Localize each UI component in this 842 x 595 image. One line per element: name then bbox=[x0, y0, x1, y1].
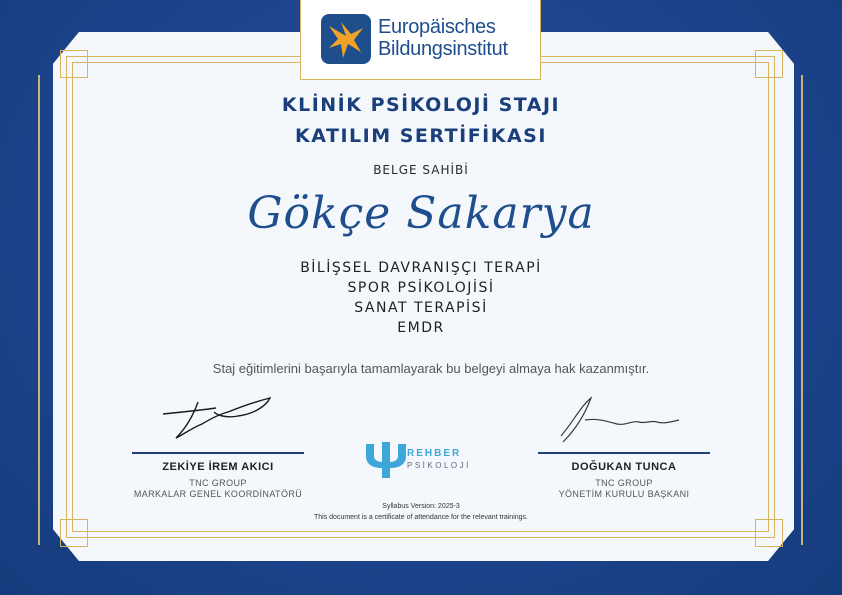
right-signature bbox=[555, 392, 685, 447]
institute-name-line2: Bildungsinstitut bbox=[378, 38, 508, 60]
topic-item: SANAT TERAPİSİ bbox=[354, 300, 488, 316]
topic-item: EMDR bbox=[397, 320, 445, 336]
holder-label: BELGE SAHİBİ bbox=[373, 163, 469, 177]
topic-item: BİLİŞSEL DAVRANIŞÇI TERAPİ bbox=[300, 260, 542, 276]
topic-list bbox=[0, 258, 842, 338]
institute-name-line1: Europäisches bbox=[378, 16, 496, 38]
certificate-title-line2: KATILIM SERTİFİKASI bbox=[295, 125, 547, 147]
psi-symbol-icon bbox=[362, 440, 410, 480]
gold-corner-bottom-right bbox=[755, 519, 783, 547]
left-signatory-name: ZEKİYE İREM AKICI bbox=[162, 461, 274, 473]
left-signatory-role: MARKALAR GENEL KOORDİNATÖRÜ bbox=[133, 489, 303, 499]
right-signatory-org: TNC GROUP bbox=[595, 478, 653, 488]
syllabus-version: Syllabus Version: 2025-3 bbox=[382, 503, 460, 510]
footer-note: This document is a certificate of attendance for the relevant trainings. bbox=[313, 514, 528, 521]
completion-statement: Staj eğitimlerini başarıyla tamamlayarak bu belgeyi almaya hak kazanmıştır. bbox=[212, 361, 650, 376]
topic-item: SPOR PSİKOLOJİSİ bbox=[347, 280, 495, 296]
institute-name bbox=[378, 16, 508, 60]
right-signatory-role: YÖNETİM KURULU BAŞKANI bbox=[558, 489, 690, 499]
left-signature bbox=[158, 388, 278, 448]
left-signatory-org: TNC GROUP bbox=[189, 478, 247, 488]
right-signatory-name: DOĞUKAN TUNCA bbox=[571, 461, 677, 473]
psikoloji-logo-word: PSİKOLOJİ bbox=[407, 461, 471, 470]
certificate-title-line1: KLİNİK PSİKOLOJİ STAJI bbox=[281, 94, 561, 116]
swallow-bird-icon bbox=[321, 14, 371, 64]
holder-name: Gökçe Sakarya bbox=[247, 188, 595, 239]
right-signature-line bbox=[538, 452, 710, 454]
rehber-logo-word: REHBER bbox=[407, 448, 462, 459]
gold-corner-bottom-left bbox=[60, 519, 88, 547]
gold-corner-top-right bbox=[755, 50, 783, 78]
institute-logo bbox=[300, 0, 541, 80]
gold-corner-top-left bbox=[60, 50, 88, 78]
left-signature-line bbox=[132, 452, 304, 454]
